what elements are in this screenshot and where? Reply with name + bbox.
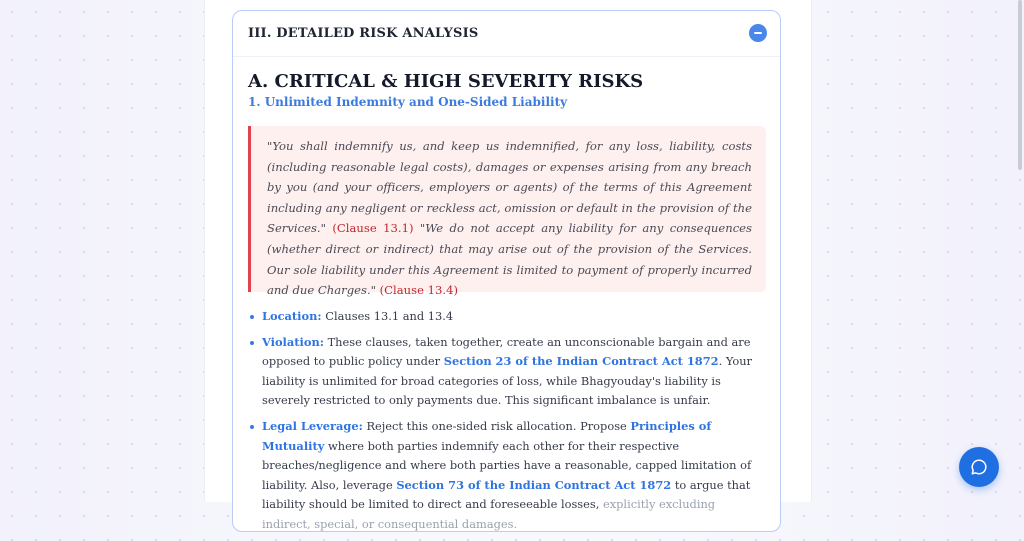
location-label: Location:: [262, 309, 322, 323]
contract-quote: [248, 126, 766, 298]
bullet-location: [249, 307, 761, 327]
page-scrollbar[interactable]: [1016, 0, 1024, 502]
quote-text-2: "We do not accept any liability for any consequences (whether direct or indirect) that may arise out of the provision of the Services. Our sole liability under this Agreement is limited to payment of properly incurred and due Charges.": [267, 221, 752, 298]
bullet-dot: [250, 315, 254, 319]
section-23-reference: Section 23 of the Indian Contract Act 1872: [443, 354, 719, 369]
section-title: III. DETAILED RISK ANALYSIS: [248, 26, 479, 41]
heading-critical-risks: A. CRITICAL & HIGH SEVERITY RISKS: [248, 71, 644, 92]
principles-of-mutuality-reference: Principles of Mutuality: [262, 418, 712, 453]
clause-ref-13-1: (Clause 13.1): [332, 221, 414, 236]
quote-text-1: "You shall indemnify us, and keep us indemnified, for any loss, liability, costs (including reasonable legal costs), damages or expenses arising from any breach by you (and your officers, employers or agents) of the terms of this Agreement including any negligent or reckless act, omission or default in the provision of the Services.": [267, 139, 752, 236]
section-73-reference: Section 73 of the Indian Contract Act 1872: [396, 477, 672, 492]
bullet-dot: [250, 341, 254, 345]
subheading-unlimited-indemnity: 1. Unlimited Indemnity and One-Sided Liability: [248, 95, 568, 109]
violation-text-2: . Your liability is unlimited for broad categories of loss, while Bhagyouday's liability is severely restricted to only payments due. This significant imbalance is unfair.: [262, 354, 753, 408]
bullet-violation: [249, 333, 761, 411]
chat-button[interactable]: [959, 447, 999, 487]
clause-ref-13-4: (Clause 13.4): [379, 283, 458, 298]
chat-bubble-icon: [970, 458, 988, 476]
bullet-dot: [250, 425, 254, 429]
scrollbar-thumb[interactable]: [1018, 0, 1022, 170]
risk-analysis-section: [232, 10, 781, 532]
violation-label: Violation:: [262, 334, 324, 349]
location-text: Clauses 13.1 and 13.4: [325, 309, 454, 323]
bullet-legal-leverage: [249, 417, 761, 535]
risk-details-list: [249, 307, 761, 541]
collapse-button[interactable]: [749, 24, 767, 42]
leverage-text-3: to argue that liability should be limited to direct and foreseeable losses,: [262, 477, 751, 512]
legal-leverage-label: Legal Leverage:: [262, 418, 363, 433]
leverage-text-2: where both parties indemnify each other for their respective breaches/negligence and where both parties have a reasonable, capped limitation of liability. Also, leverage: [262, 438, 752, 492]
minus-icon: [754, 32, 762, 34]
leverage-text-4: explicitly excluding indirect, special, or consequential damages.: [262, 497, 716, 531]
violation-text-1: These clauses, taken together, create an unconscionable bargain and are opposed to public policy under: [262, 334, 751, 369]
leverage-text-1: Reject this one-sided risk allocation. Propose: [366, 418, 627, 433]
section-header[interactable]: [233, 11, 780, 57]
